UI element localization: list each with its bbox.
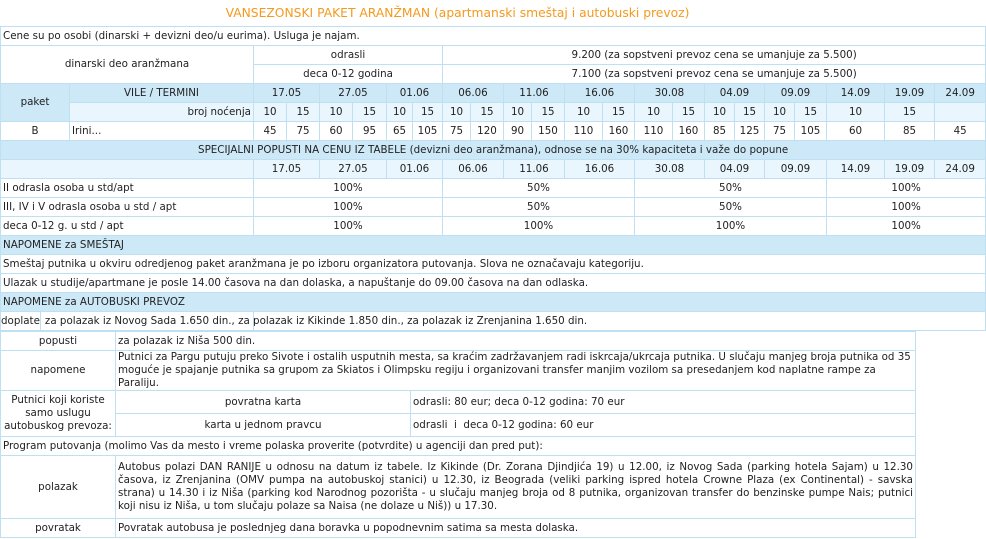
jedan-text: odrasli i deca 0-12 godina: 60 eur [411, 414, 916, 437]
notes-table [0, 331, 916, 538]
date-cell: 19.09 [885, 84, 935, 103]
nights-cell: 10 [387, 103, 413, 122]
nights-cell: 10 [765, 103, 795, 122]
napomene-row [1, 351, 916, 391]
price-cell: 105 [795, 122, 827, 141]
popusti-label: deca 0-12 g. u std / apt [1, 217, 254, 236]
popusti-value: 100% [827, 217, 986, 236]
nights-row [1, 103, 986, 122]
date-cell: 27.05 [320, 84, 387, 103]
popusti-value: 50% [635, 179, 827, 198]
popusti-value: 100% [827, 198, 986, 217]
nights-cell: 15 [673, 103, 705, 122]
nights-cell [935, 103, 986, 122]
smestaj-line-row [1, 255, 986, 274]
date-cell: 24.09 [935, 84, 986, 103]
popusti-label: II odrasla osoba u std/apt [1, 179, 254, 198]
dinarski-row-adults [1, 46, 986, 65]
price-cell: 85 [705, 122, 735, 141]
page-title: VANSEZONSKI PAKET ARANŽMAN (apartmanski smeštaj i autobuski prevoz) [225, 6, 690, 20]
program-heading-row [1, 437, 916, 456]
date-cell: 09.09 [765, 160, 827, 179]
popusti-value: 50% [443, 179, 635, 198]
popusti-value: 100% [254, 217, 443, 236]
povratak-text: Povratak autobusa je poslednjeg dana boravka u popodnevnim satima sa mesta dolaska. [116, 519, 916, 538]
popusti-value: 100% [254, 179, 443, 198]
popusti-value: 100% [827, 179, 986, 198]
price-cell: 105 [413, 122, 443, 141]
popusti-row [1, 198, 986, 217]
popusti-heading-row [1, 141, 986, 160]
date-cell: 17.05 [254, 160, 320, 179]
date-cell: 01.06 [387, 84, 443, 103]
price-cell: 60 [827, 122, 885, 141]
date-cell: 04.09 [705, 84, 765, 103]
nocenja-header: broj noćenja [70, 103, 254, 122]
napomene-label: napomene [1, 351, 116, 391]
date-cell: 16.06 [565, 160, 635, 179]
povratna-row [1, 391, 916, 414]
date-cell: 04.09 [705, 160, 765, 179]
price-cell: 110 [565, 122, 603, 141]
popusti-value: 50% [443, 198, 635, 217]
smestaj-heading-row [1, 236, 986, 255]
nights-cell: 15 [735, 103, 765, 122]
price-cell: 160 [603, 122, 635, 141]
prevoz-heading-row [1, 293, 986, 312]
nights-cell: 15 [287, 103, 320, 122]
dinarski-who: odrasli [254, 46, 443, 65]
nights-cell: 10 [827, 103, 885, 122]
polazak-label: polazak [1, 456, 116, 519]
price-table [0, 26, 986, 331]
doplate-row [1, 312, 986, 331]
price-cell: 120 [471, 122, 504, 141]
doplate-split [1, 312, 588, 331]
paket-header: paket [1, 84, 70, 122]
date-cell: 14.09 [827, 160, 885, 179]
date-cell: 01.06 [387, 160, 443, 179]
price-cell: 95 [353, 122, 387, 141]
price-cell: 60 [320, 122, 353, 141]
nights-cell: 10 [635, 103, 673, 122]
vile-header: VILE / TERMINI [70, 84, 254, 103]
nights-cell: 10 [443, 103, 471, 122]
date-cell: 24.09 [935, 160, 986, 179]
price-cell: 90 [504, 122, 532, 141]
popusti-value: 100% [635, 217, 827, 236]
popusti-dates-row [1, 160, 986, 179]
popusti-value: 50% [635, 198, 827, 217]
villa-name: Irini... [70, 122, 254, 141]
intro-row [1, 27, 986, 46]
popusti-prevoz-label: popusti [1, 332, 116, 351]
nights-cell: 15 [353, 103, 387, 122]
smestaj-line: Ulazak u studije/apartmane je posle 14.00 časova na dan dolaska, a napuštanje do 09.00 časova na dan odlaska. [1, 274, 986, 293]
napomene-text: Putnici za Pargu putuju preko Sivote i ostalih usputnih mesta, sa kraćim zadržavanjem radi iskrcaja/ukrcaja putnika. U slučaju manjeg broja putnika od 35 moguće je spajanje putnika sa grupom za Skiatos i Olimpsku regiju i organizovani transfer manjim vozilom sa presedanjem kod naplatne rampe za Paraliju. [116, 351, 916, 391]
date-cell: 16.06 [565, 84, 635, 103]
price-cell: 75 [765, 122, 795, 141]
dates-header-row [1, 84, 986, 103]
nights-cell: 15 [471, 103, 504, 122]
polazak-row [1, 456, 916, 519]
price-row [1, 122, 986, 141]
povratna-label: povratna karta [116, 391, 411, 414]
dinarski-who: deca 0-12 godina [254, 65, 443, 84]
date-cell: 19.09 [885, 160, 935, 179]
dinarski-price: 9.200 (za sopstveni prevoz cena se umanjuje za 5.500) [443, 46, 986, 65]
polazak-text: Autobus polazi DAN RANIJE u odnosu na datum iz tabele. Iz Kikinde (Dr. Zorana Djindjića 19) u 12.00, iz Novog Sada (parking hotela Sajam) u 12.30 časova, iz Zrenjanina (OMV pumpa na autobuskoj stanici) u 12.30, iz Beograda (veliki parking ispred hotela Crowne Plaza (ex Continental) - savska strana) u 14.30 i iz Niša (parking kod Narodnog pozorišta - u slučaju manjeg broja od 8 putnika, organizovan transfer do benzinske pumpe Nais; putnici koji nisu iz Niša, u tom slučaju polaze sa Naisa (ne dolaze u Niš)) u 17.30. [116, 456, 916, 519]
date-cell: 06.06 [443, 84, 504, 103]
price-cell: 45 [254, 122, 287, 141]
nights-cell: 15 [413, 103, 443, 122]
price-cell: 110 [635, 122, 673, 141]
smestaj-heading: NAPOMENE za SMEŠTAJ [1, 236, 986, 255]
date-cell: 30.08 [635, 160, 705, 179]
price-cell: 125 [735, 122, 765, 141]
povratak-label: povratak [1, 519, 116, 538]
nights-cell: 15 [532, 103, 565, 122]
smestaj-line: Smeštaj putnika u okviru odredjenog paket aranžmana je po izboru organizatora putovanja. Slova ne označavaju kategoriju. [1, 255, 986, 274]
date-cell: 30.08 [635, 84, 705, 103]
price-cell: 150 [532, 122, 565, 141]
date-cell: 11.06 [504, 160, 565, 179]
samo-label: Putnici koji koriste samo uslugu autobuskog prevoza: [1, 391, 116, 437]
price-cell: 75 [443, 122, 471, 141]
nights-cell: 10 [504, 103, 532, 122]
price-cell: 160 [673, 122, 705, 141]
dinarski-label: dinarski deo aranžmana [1, 46, 254, 84]
popusti-heading: SPECIJALNI POPUSTI NA CENU IZ TABELE (devizni deo aranžmana), odnose se na 30% kapaciteta i važe do popune [1, 141, 986, 160]
povratak-row [1, 519, 916, 538]
doplate-text: za polazak iz Novog Sada 1.650 din., za polazak iz Kikinde 1.850 din., za polazak iz Zrenjanina 1.650 din. [44, 315, 588, 327]
popusti-prevoz-text: za polazak iz Niša 500 din. [116, 332, 916, 351]
date-cell: 06.06 [443, 160, 504, 179]
nights-cell: 15 [603, 103, 635, 122]
nights-cell: 10 [565, 103, 603, 122]
nights-cell: 15 [885, 103, 935, 122]
empty-cell [1, 160, 254, 179]
nights-cell: 10 [254, 103, 287, 122]
popusti-label: III, IV i V odrasla osoba u std / apt [1, 198, 254, 217]
date-cell: 11.06 [504, 84, 565, 103]
price-cell: 85 [885, 122, 935, 141]
doplate-label: doplate [1, 312, 41, 330]
date-cell: 09.09 [765, 84, 827, 103]
price-cell: 65 [387, 122, 413, 141]
nights-cell: 10 [320, 103, 353, 122]
nights-cell: 15 [795, 103, 827, 122]
popusti-value: 100% [443, 217, 635, 236]
smestaj-line-row [1, 274, 986, 293]
paket-code: B [1, 122, 70, 141]
jedan-label: karta u jednom pravcu [116, 414, 411, 437]
nights-cell: 10 [705, 103, 735, 122]
date-cell: 14.09 [827, 84, 885, 103]
price-cell: 75 [287, 122, 320, 141]
popusti-value: 100% [254, 198, 443, 217]
popusti-prevoz-row [1, 332, 916, 351]
popusti-row [1, 217, 986, 236]
prevoz-heading: NAPOMENE za AUTOBUSKI PREVOZ [1, 293, 986, 312]
povratna-text: odrasli: 80 eur; deca 0-12 godina: 70 eur [411, 391, 916, 414]
date-cell: 27.05 [320, 160, 387, 179]
price-cell: 45 [935, 122, 986, 141]
program-heading: Program putovanja (molimo Vas da mesto i vreme polaska proverite (potvrdite) u agenciji dan pred put): [1, 437, 916, 456]
jedan-pravac-row [1, 414, 916, 437]
popusti-row [1, 179, 986, 198]
date-cell: 17.05 [254, 84, 320, 103]
intro-text: Cene su po osobi (dinarski + devizni deo/u eurima). Usluga je najam. [1, 27, 986, 46]
dinarski-price: 7.100 (za sopstveni prevoz cena se umanjuje za 5.500) [443, 65, 986, 84]
